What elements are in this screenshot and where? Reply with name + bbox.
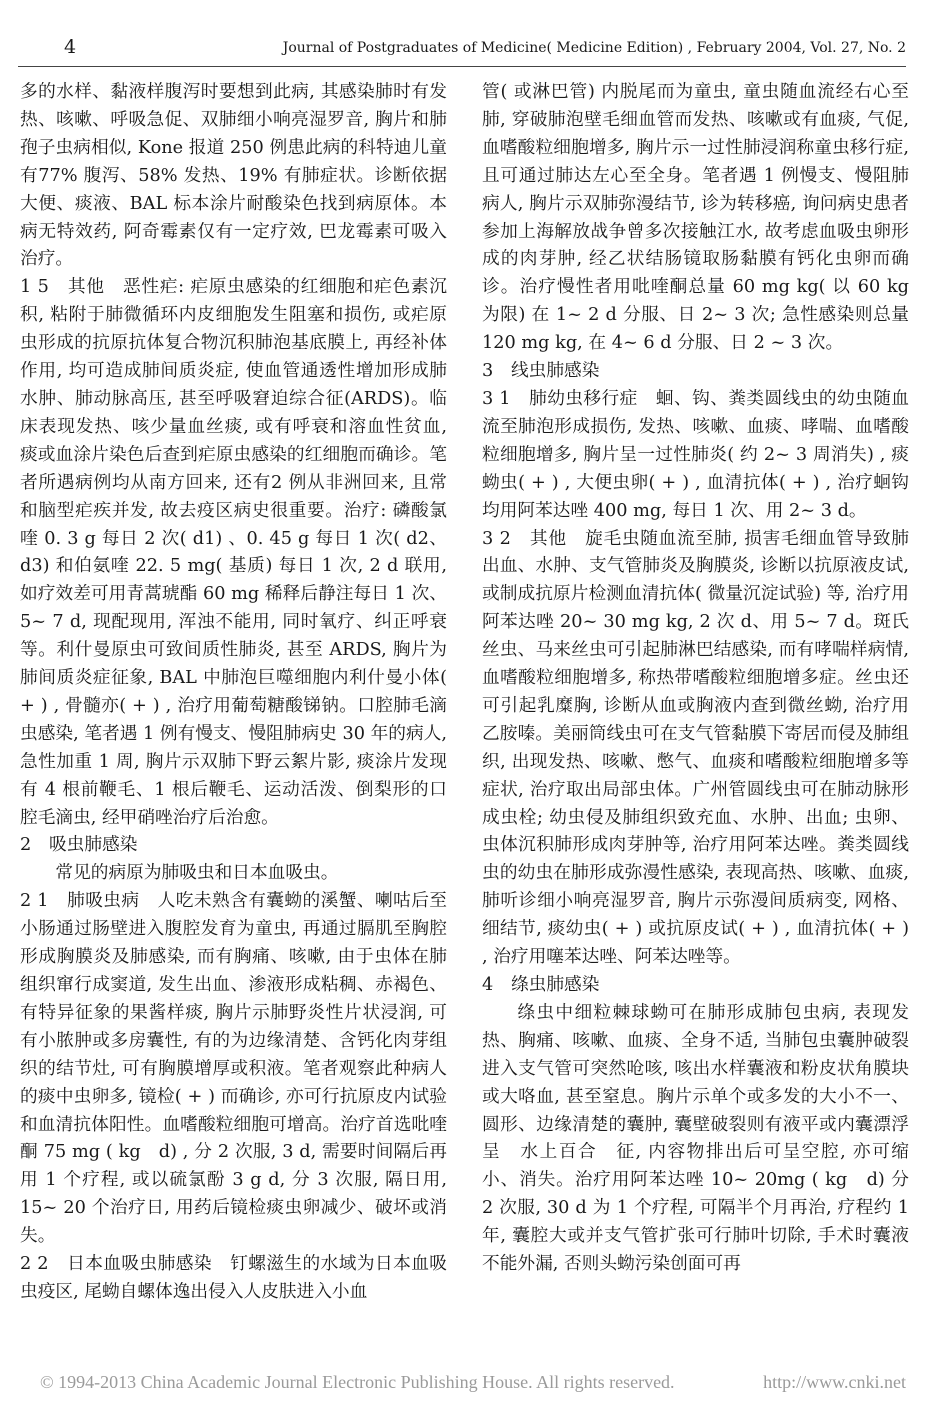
journal-header: Journal of Postgraduates of Medicine( Medicine Edition) , February 2004, Vol. 27, No. 2 bbox=[282, 40, 906, 56]
paragraph: 3 1 肺幼虫移行症 蛔、钩、粪类圆线虫的幼虫随血流至肺泡形成损伤, 发热、咳嗽、血痰、哮喘、血嗜酸粒细胞增多, 胸片呈一过性肺炎( 约 2~ 3 周消失) , 痰蚴虫( + ) , 大便虫卵( + ) , 血清抗体( + ) , 治疗蛔钩均用阿苯达唑 400 mg, 每日 1 次、用 2~ 3 d。 bbox=[482, 388, 909, 521]
paragraph: 2 2 日本血吸虫肺感染 钉螺滋生的水域为日本血吸虫疫区, 尾蚴自螺体逸出侵入人皮肤进入小血 bbox=[20, 1254, 447, 1302]
page-number: 4 bbox=[64, 36, 77, 58]
paragraph: 1 5 其他 恶性疟: 疟原虫感染的红细胞和疟色素沉积, 粘附于肺微循环内皮细胞发生阻塞和损伤, 或疟原虫形成的抗原抗体复合物沉积肺泡基底膜上, 再经补体作用, 均可造成肺间质炎症, 使血管通透性增加形成肺水肿、肺动脉高压, 甚至呼吸窘迫综合征(ARDS)。临床表现发热、咳少量血丝痰, 或有呼衰和溶血性贫血, 痰或血涂片染色后查到疟原虫感染的红细胞而确诊。笔者所遇病例均从南方回来, 还有2 例从非洲回来, 且常和脑型疟疾并发, 故去疫区病史很重要。治疗: 磷酸氯喹 0. 3 g 每日 2 次( d1) 、0. 45 g 每日 1 次( d2、d3) 和伯氨喹 22. 5 mg( 基质) 每日 1 次, 2 d 联用, 如疗效差可用青蒿琥酯 60 mg 稀释后静注每日 1 次、5~ 7 d, 现配现用, 浑浊不能用, 同时氧疗、纠正呼衰等。利什曼原虫可致间质性肺炎, 甚至 ARDS, 胸片为肺间质炎症征象, BAL 中肺泡巨噬细胞内利什曼小体( + ) , 骨髓亦( + ) , 治疗用葡萄糖酸锑钠。口腔肺毛滴虫感染, 笔者遇 1 例有慢支、慢阻肺病史 30 年的病人, 急性加重 1 周, 胸片示双肺下野云絮片影, 痰涂片发现有 4 根前鞭毛、1 根后鞭毛、运动活泼、倒梨形的口腔毛滴虫, 经甲硝唑治疗后治愈。 bbox=[20, 277, 447, 828]
footer-url[interactable]: http://www.cnki.net bbox=[763, 1372, 906, 1392]
paragraph: 管( 或淋巴管) 内脱尾而为童虫, 童虫随血流经右心至肺, 穿破肺泡壁毛细血管而发热、咳嗽或有血痰, 气促, 血嗜酸粒细胞增多, 胸片示一过性肺浸润称童虫移行症, 且可通过肺达左心至全身。笔者遇 1 例慢支、慢阻肺病人, 胸片示双肺弥漫结节, 诊为转移癌, 询问病史患者参加上海解放战争曾多次接触江水, 故考虑血吸虫卵形成的肉芽肿, 经乙状结肠镜取肠黏膜有钙化虫卵而确诊。治疗慢性者用吡喹酮总量 60 mg kg( 以 60 kg 为限) 在 1~ 2 d 分服、日 2~ 3 次; 急性感染则总量 120 mg kg, 在 4~ 6 d 分服、日 2 ~ 3 次。 bbox=[482, 82, 909, 354]
paragraph: 2 1 肺吸虫病 人吃未熟含有囊蚴的溪蟹、喇咕后至小肠通过肠壁进入腹腔发育为童虫, 再通过膈肌至胸腔形成胸膜炎及肺感染, 而有胸痛、咳嗽, 由于虫体在肺组织窜行成窦道, 发生出血、渗液形成粘稠、赤褐色、有特异征象的果酱样痰, 胸片示肺野炎性片状浸润, 可有小脓肿或多房囊性, 有的为边缘清楚、含钙化肉芽组织的结节灶, 可有胸膜增厚或积液。笔者观察此种病人的痰中虫卵多, 镜检( + ) 而确诊, 亦可行抗原皮内试验和血清抗体阳性。血嗜酸粒细胞可增高。治疗首选吡喹酮 75 mg ( kg d) , 分 2 次服, 3 d, 需要时间隔后再用 1 个疗程, 或以硫氯酚 3 g d, 分 3 次服, 隔日用, 15~ 20 个治疗日, 用药后镜检痰虫卵减少、破坏或消失。 bbox=[20, 891, 447, 1247]
section-heading: 4 绦虫肺感染 bbox=[482, 975, 600, 995]
paragraph: 多的水样、黏液样腹泻时要想到此病, 其感染肺时有发热、咳嗽、呼吸急促、双肺细小响亮湿罗音, 胸片和肺孢子虫病相似, Kone 报道 250 例患此病的科特迪儿童有77% 腹泻、58% 发热、19% 有肺症状。诊断依据大便、痰液、BAL 标本涂片耐酸染色找到病原体。本病无特效药, 阿奇霉素仅有一定疗效, 巴龙霉素可吸入治疗。 bbox=[20, 82, 447, 270]
section-heading: 2 吸虫肺感染 bbox=[20, 835, 138, 856]
copyright-text: © 1994-2013 China Academic Journal Electronic Publishing House. All rights reserved. bbox=[40, 1372, 675, 1392]
section-heading: 3 线虫肺感染 bbox=[482, 361, 600, 382]
paragraph: 绦虫中细粒棘球蚴可在肺形成肺包虫病, 表现发热、胸痛、咳嗽、血痰、全身不适, 当肺包虫囊肿破裂进入支气管可突然呛咳, 咳出水样囊液和粉皮状角膜块或大咯血, 甚至窒息。胸片示单个或多发的大小不一、圆形、边缘清楚的囊肿, 囊壁破裂则有液平或内囊漂浮呈 水上百合 征, 内容物排出后可呈空腔, 亦可缩小、消失。治疗用阿苯达唑 10~ 20mg ( kg d) 分 2 次服, 30 d 为 1 个疗程, 可隔半个月再治, 疗程约 1 年, 囊腔大或并支气管扩张可行肺叶切除, 手术时囊液不能外漏, 否则头蚴污染创面可再 bbox=[482, 1002, 909, 1275]
copyright-footer bbox=[40, 1372, 906, 1393]
paragraph: 常见的病原为肺吸虫和日本血吸虫。 bbox=[55, 863, 339, 884]
left-column bbox=[20, 79, 447, 1307]
paragraph: 3 2 其他 旋毛虫随血流至肺, 损害毛细血管导致肺出血、水肿、支气管肺炎及胸膜炎, 诊断以抗原液皮试, 或制成抗原片检测血清抗体( 微量沉淀试验) 等, 治疗用阿苯达唑 20~ 30 mg kg, 2 次 d、用 5~ 7 d。斑氏丝虫、马来丝虫可引起肺淋巴结感染, 而有哮喘样病情, 血嗜酸粒细胞增多, 称热带嗜酸粒细胞增多症。丝虫还可引起乳糜胸, 诊断从血或胸液内查到微丝蚴, 治疗用乙胺嗪。美丽筒线虫可在支气管黏膜下寄居而侵及肺组织, 出现发热、咳嗽、憋气、血痰和嗜酸粒细胞增多等症状, 治疗取出局部虫体。广州管圆线虫可在肺动脉形成虫栓; 幼虫侵及肺组织致充血、水肿、出血; 虫卵、虫体沉积肺形成肉芽肿等, 治疗用阿苯达唑。粪类圆线虫的幼虫在肺形成弥漫性感染, 表现高热、咳嗽、血痰, 肺听诊细小响亮湿罗音, 胸片示弥漫间质病变, 网格、细结节, 痰幼虫( + ) 或抗原皮试( + ) , 血清抗体( + ) , 治疗用噻苯达唑、阿苯达唑等。 bbox=[482, 528, 909, 968]
header-divider bbox=[18, 66, 906, 67]
right-column bbox=[482, 79, 909, 1279]
